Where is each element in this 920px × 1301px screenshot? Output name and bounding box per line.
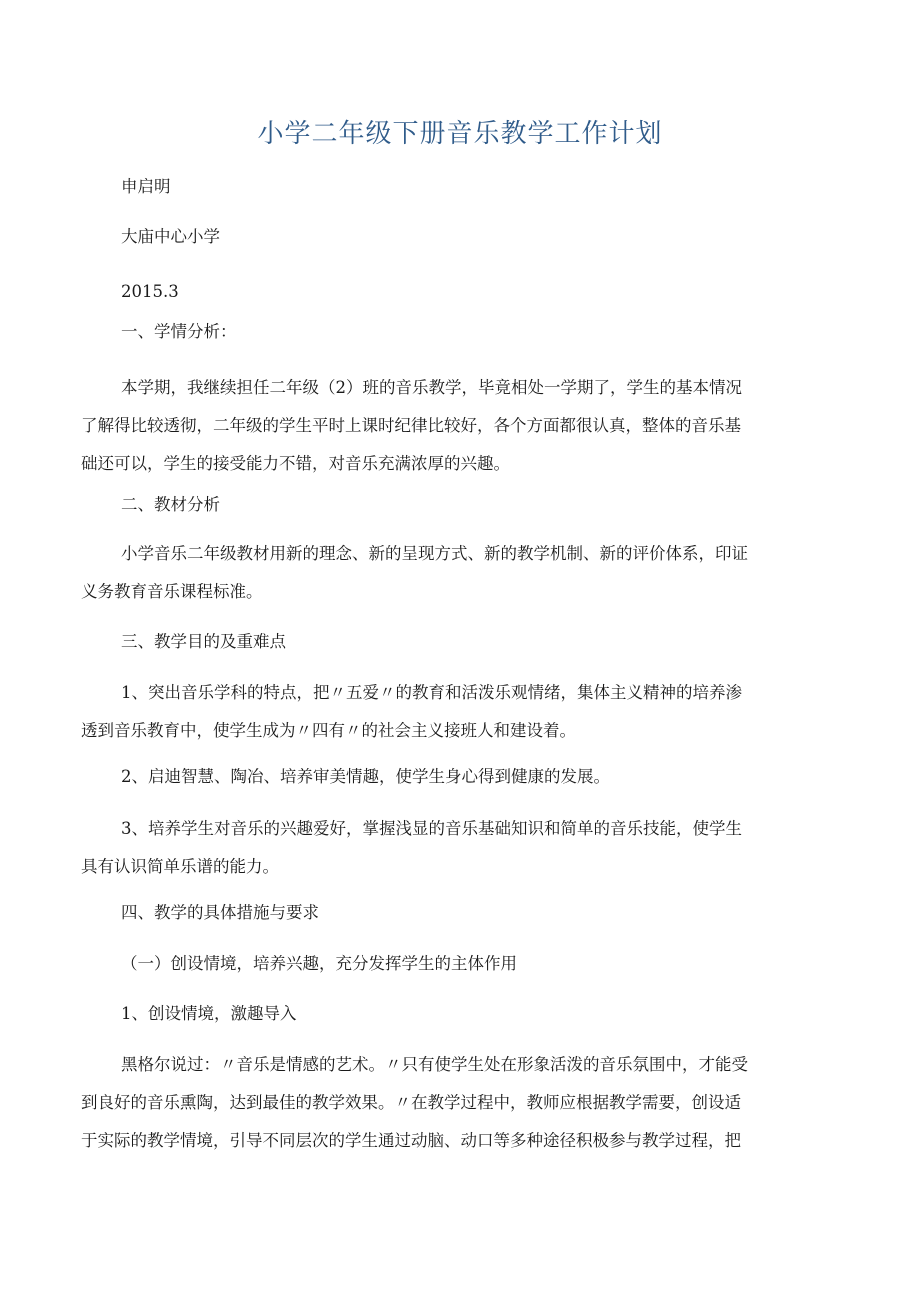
date-line: 2015.3 [121,282,179,301]
paragraph-line: 础还可以，学生的接受能力不错，对音乐充满浓厚的兴趣。 [81,454,510,473]
paragraph-line: 本学期，我继续担任二年级（2）班的音乐教学，毕竟相处一学期了，学生的基本情况 [121,378,742,397]
paragraph-line: 具有认识简单乐谱的能力。 [81,857,279,876]
paragraph-line: 于实际的教学情境，引导不同层次的学生通过动脑、动口等多种途径积极参与教学过程，把 [81,1131,741,1150]
paragraph-line: 透到音乐教育中，使学生成为〃四有〃的社会主义接班人和建设着。 [81,721,576,740]
section-4-paragraph [81,1046,831,1160]
section-2-paragraph [81,535,831,611]
paragraph-line: 黑格尔说过：〃音乐是情感的艺术。〃只有使学生处在形象活泼的音乐氛围中，才能受 [121,1055,748,1074]
section-3-heading: 三、教学目的及重难点 [121,632,286,651]
school-line: 大庙中心小学 [121,227,220,246]
paragraph-line: 1、突出音乐学科的特点，把〃五爱〃的教育和活泼乐观情绪，集体主义精神的培养渗 [121,683,742,702]
section-3-item-2: 2、启迪智慧、陶冶、培养审美情趣，使学生身心得到健康的发展。 [121,767,610,786]
section-3-item-1 [81,674,831,750]
paragraph-line: 到良好的音乐熏陶，达到最佳的教学效果。〃在教学过程中，教师应根据教学需要，创设适 [81,1093,741,1112]
section-1-heading: 一、学情分析： [121,322,237,341]
paragraph-line: 3、培养学生对音乐的兴趣爱好，掌握浅显的音乐基础知识和简单的音乐技能，使学生 [121,819,742,838]
section-4-item-1: 1、创设情境，激趣导入 [121,1004,297,1023]
document-title: 小学二年级下册音乐教学工作计划 [257,119,663,149]
paragraph-line: 小学音乐二年级教材用新的理念、新的呈现方式、新的教学机制、新的评价体系，印证 [121,544,748,563]
section-1-paragraph [81,369,831,483]
paragraph-line: 了解得比较透彻，二年级的学生平时上课时纪律比较好，各个方面都很认真，整体的音乐基 [81,416,741,435]
section-3-item-3 [81,810,831,886]
section-2-heading: 二、教材分析 [121,495,220,514]
section-4-subheading: （一）创设情境，培养兴趣，充分发挥学生的主体作用 [121,954,517,973]
paragraph-line: 义务教育音乐课程标准。 [81,582,263,601]
section-4-heading: 四、教学的具体措施与要求 [121,903,319,922]
author-line: 申启明 [121,177,171,196]
